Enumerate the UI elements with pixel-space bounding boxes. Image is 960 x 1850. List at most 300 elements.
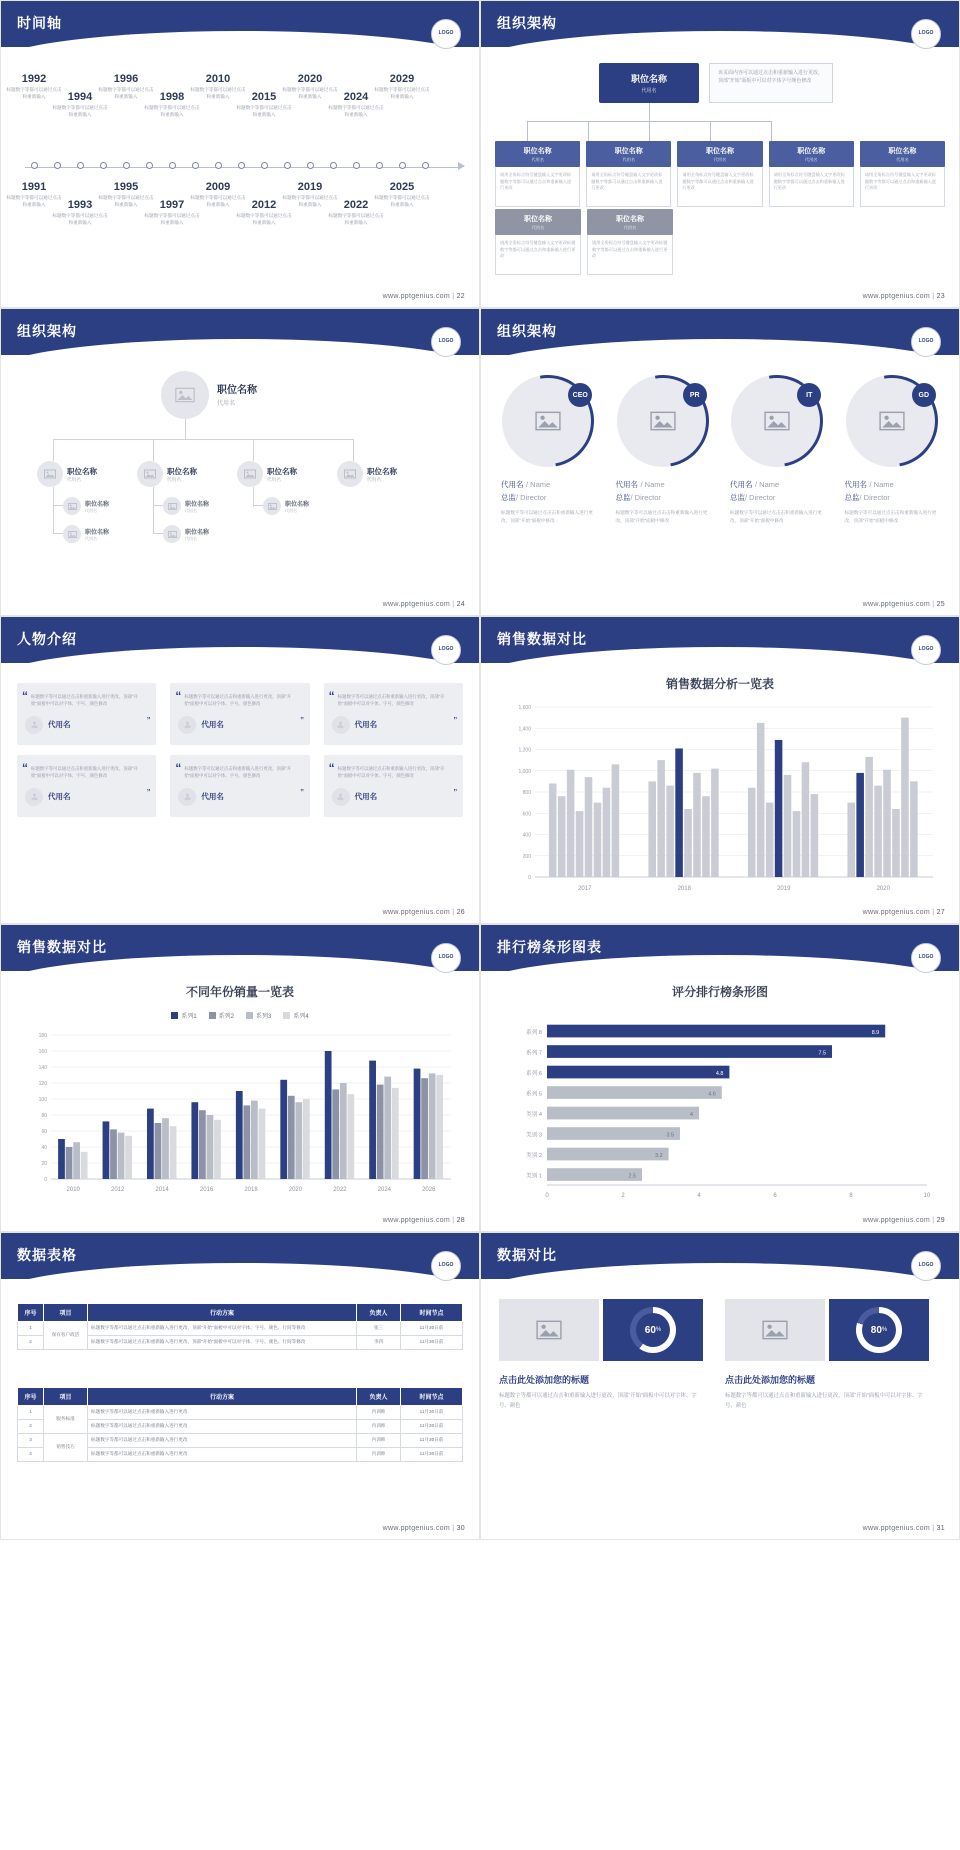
member-badge: IT: [797, 383, 821, 407]
timeline-dot: [284, 162, 291, 169]
footer-site: www.pptgenius.com: [862, 1525, 930, 1532]
member-avatar: [617, 375, 709, 467]
quote-text: 标题数字等可以通过点击和重新输入进行更改，顶部“开始”面板中可以对字体、字号、颜色修改: [31, 766, 138, 779]
avatar-icon: [332, 788, 350, 806]
table-header-cell: 序号: [18, 1304, 44, 1322]
table-header-row: [18, 1304, 463, 1322]
quote-footer: [332, 716, 449, 734]
avatar-icon: [178, 716, 196, 734]
avatar-placeholder-icon: [524, 397, 572, 445]
avatar-placeholder-icon: [337, 461, 363, 487]
slide-header-band: [481, 1233, 959, 1279]
page-number: 29: [936, 1217, 945, 1224]
svg-text:2.5: 2.5: [628, 1173, 636, 1180]
slide-29-ranking-bar-chart: [480, 924, 960, 1232]
table-cell: 11月30日前: [401, 1406, 463, 1420]
team-member[interactable]: [610, 375, 717, 525]
table-header-cell: 项目: [44, 1388, 88, 1406]
timeline-desc: 标题数字等都可以通过点击和重新输入: [328, 213, 384, 225]
svg-text:2017: 2017: [578, 886, 592, 892]
svg-text:100: 100: [38, 1097, 47, 1103]
team-member[interactable]: [724, 375, 831, 525]
org-note: 该页面内容可以通过点击和重新输入进行更改，顶部“开始”面板中可以对字体字号颜色修改: [709, 63, 833, 103]
table-cell: 标题数字等都可以通过点击和重新输入进行更改: [88, 1419, 357, 1433]
slide-footer: www.pptgenius.com | 29: [862, 1217, 945, 1224]
org-node-head: [495, 209, 581, 235]
org-node-sub: 代用名: [185, 507, 197, 513]
timeline-year: 2010: [205, 73, 231, 85]
svg-text:类别 2: 类别 2: [526, 1153, 542, 1160]
logo-icon: LOGO: [431, 1251, 461, 1281]
svg-text:2020: 2020: [876, 886, 890, 892]
legend-item: [171, 1011, 196, 1020]
member-name: 代用名 / Name: [730, 480, 780, 489]
timeline-item-bottom: [374, 181, 430, 208]
slide-footer: www.pptgenius.com | 27: [862, 909, 945, 916]
timeline-year: 1995: [113, 181, 139, 193]
timeline-desc: 标题数字等都可以通过点击和重新输入: [282, 87, 338, 99]
org-node-name: 职位名称: [797, 148, 826, 155]
page-number: 30: [456, 1525, 465, 1532]
svg-text:2014: 2014: [155, 1187, 169, 1193]
svg-text:2026: 2026: [422, 1187, 436, 1193]
chart-title: 销售数据分析一览表: [665, 677, 774, 691]
org-node-level2[interactable]: [37, 461, 97, 487]
slide-footer: www.pptgenius.com | 24: [382, 601, 465, 608]
avatar-placeholder-icon: [63, 525, 81, 543]
tree-connector: [53, 505, 63, 506]
svg-text:8: 8: [849, 1193, 853, 1199]
org-connector: [649, 103, 650, 121]
timeline-dot: [146, 162, 153, 169]
slide-title: 人物介绍: [17, 631, 77, 647]
svg-text:1,400: 1,400: [518, 726, 531, 733]
table-cell: 服务标准: [44, 1406, 88, 1434]
svg-text:类别 4: 类别 4: [526, 1112, 542, 1119]
org-node-sub: 代用名: [713, 157, 727, 162]
org-node-sub: 代用名: [167, 476, 181, 482]
footer-site: www.pptgenius.com: [862, 601, 930, 608]
svg-text:2: 2: [621, 1193, 625, 1199]
legend-swatch: [283, 1012, 290, 1019]
org-node-level3[interactable]: [163, 497, 209, 515]
slide-header-band: [481, 1, 959, 47]
slide-header-band: [481, 617, 959, 663]
org-node-sub: 代用名: [531, 225, 545, 230]
svg-text:类别 1: 类别 1: [526, 1173, 542, 1180]
org-node-head: [769, 141, 854, 167]
team-list: [495, 375, 945, 525]
footer-site: www.pptgenius.com: [382, 909, 450, 916]
legend-item: [283, 1011, 308, 1020]
slide-title: 时间轴: [17, 15, 62, 31]
timeline-year: 1997: [159, 199, 185, 211]
page-number: 31: [936, 1525, 945, 1532]
svg-text:10: 10: [923, 1193, 931, 1199]
header-curve: [1, 339, 479, 355]
timeline-arrow-icon: [458, 162, 465, 170]
org-node-level2[interactable]: [237, 461, 297, 487]
member-badge: CEO: [568, 383, 592, 407]
quote-footer: [25, 788, 142, 806]
chart-title: 不同年份销量一览表: [185, 985, 294, 999]
legend-swatch: [171, 1012, 178, 1019]
slide-title: 组织架构: [17, 323, 77, 339]
slide-title: 销售数据对比: [497, 631, 587, 647]
svg-text:4.6: 4.6: [708, 1091, 716, 1098]
timeline-year: 1991: [21, 181, 47, 193]
table-cell: 标题数字等都可以通过点击和重新输入进行更改，顶部“开始”面板中可以对字体、字号、颜色、行间等修改: [88, 1335, 357, 1349]
slide-27-sales-bar-chart: [480, 616, 960, 924]
legend-swatch: [246, 1012, 253, 1019]
image-placeholder-icon: [725, 1299, 825, 1361]
org-node[interactable]: [860, 141, 945, 207]
slide-footer: www.pptgenius.com | 25: [862, 601, 945, 608]
page-number: 28: [456, 1217, 465, 1224]
org-level-2: [495, 209, 673, 275]
slide-header-band: [1, 1, 479, 47]
org-root-name: 职位名称: [630, 74, 667, 84]
slide-title: 数据对比: [497, 1247, 557, 1263]
slide-footer: www.pptgenius.com | 28: [382, 1217, 465, 1224]
member-desc: 标题数字等可以通过点击击和重新输入进行更改，顶部“开始”面板中修改: [615, 510, 708, 523]
comparison-heading: 点击此处添加您的标题: [499, 1375, 590, 1385]
org-node-name: 职位名称: [185, 501, 210, 508]
member-avatar: [502, 375, 594, 467]
org-node-sub: 代用名: [896, 157, 909, 162]
org-root-node[interactable]: [599, 63, 699, 103]
org-node-name: 职位名称: [524, 216, 552, 223]
org-node-sub: 代用名: [623, 225, 637, 230]
org-node-body: 请用全角标点符号键盘输入文字更改标题数字等都可以通过点击和重新输入进行更改: [769, 167, 854, 207]
table-cell: 标题数字等都可以通过点击和重新输入进行更改: [88, 1406, 357, 1420]
timeline-dot: [330, 162, 337, 169]
slide-25-team-circles: [480, 308, 960, 616]
table-cell: 内训师: [357, 1433, 401, 1447]
page-number: 22: [456, 293, 465, 300]
slide-header-band: [1, 1233, 479, 1279]
legend-label: 系列1: [181, 1014, 197, 1020]
org-connector: [527, 121, 528, 141]
timeline-dot: [422, 162, 429, 169]
org-node[interactable]: [677, 141, 762, 207]
quote-footer: [178, 716, 295, 734]
slide-footer: www.pptgenius.com | 26: [382, 909, 465, 916]
member-role: 总监/ Director: [730, 493, 776, 502]
table-cell: 11月30日前: [401, 1335, 463, 1349]
legend-label: 系列2: [218, 1014, 234, 1020]
avatar-placeholder-icon: [163, 497, 181, 515]
header-curve: [481, 955, 959, 971]
slide-22-timeline: [0, 0, 480, 308]
svg-text:2020: 2020: [288, 1187, 303, 1193]
org-node-sub: 代用名: [267, 476, 281, 482]
header-curve: [481, 647, 959, 663]
quote-text: 标题数字等可以通过点击和重新输入进行更改，顶部“开始”面板中可以对字体、字号、颜色修改: [184, 766, 292, 779]
avatar-placeholder-icon: [263, 497, 281, 515]
org-node-body: 请用全角标点符号键盘输入文字更改标题数字等都可以通过点击和重新输入进行更改: [860, 167, 945, 207]
table-cell: 1: [18, 1406, 44, 1420]
legend-label: 系列3: [256, 1014, 272, 1020]
timeline-year: 2025: [389, 181, 415, 193]
data-table-2: [17, 1387, 463, 1462]
comparison-block: [725, 1299, 929, 1411]
logo-icon: LOGO: [431, 327, 461, 357]
table-row: [18, 1406, 463, 1420]
header-curve: [1, 1263, 479, 1279]
slide-title: 组织架构: [497, 323, 557, 339]
slide-footer: www.pptgenius.com | 30: [382, 1525, 465, 1532]
comparison-body: 标题数字等都可以通过点击和重新输入进行更改，顶部“开始”面板中可以对字体、字号、颜色: [499, 1393, 697, 1409]
page-number: 24: [456, 601, 465, 608]
table-cell: 销售技巧: [44, 1433, 88, 1461]
timeline-dot: [353, 162, 360, 169]
svg-text:180: 180: [38, 1033, 47, 1039]
svg-text:140: 140: [38, 1065, 47, 1071]
org-node[interactable]: [495, 141, 580, 207]
table-header-cell: 负责人: [357, 1304, 401, 1322]
quote-card[interactable]: [17, 683, 156, 745]
org-node-level3[interactable]: [63, 525, 109, 543]
table-cell: 保有客户政活: [44, 1322, 88, 1350]
org-node[interactable]: [495, 209, 581, 275]
avatar-placeholder-icon: [639, 397, 687, 445]
quote-open-icon: “: [328, 689, 335, 703]
avatar-placeholder-icon: [137, 461, 163, 487]
table-cell: 1: [18, 1322, 44, 1336]
tree-connector: [253, 487, 254, 507]
org-node-name: 职位名称: [616, 216, 644, 223]
page-number: 23: [936, 293, 945, 300]
logo-icon: LOGO: [431, 943, 461, 973]
quote-close-icon: ”: [146, 788, 151, 799]
org-node-level2[interactable]: [337, 461, 397, 487]
table-cell: 3: [18, 1433, 44, 1447]
slide-26-person-intro: [0, 616, 480, 924]
timeline-desc: 标题数字等都可以通过点击和重新输入: [374, 87, 430, 99]
timeline-desc: 标题数字等都可以通过点击和重新输入: [282, 195, 338, 207]
donut-unit: %: [655, 1327, 662, 1333]
tree-connector: [153, 439, 154, 461]
org-node-sub: 代用名: [85, 507, 97, 513]
table-header-cell: 序号: [18, 1388, 44, 1406]
table-cell: 11月30日前: [401, 1419, 463, 1433]
slide-31-data-comparison: [480, 1232, 960, 1540]
quote-close-icon: ”: [300, 788, 304, 799]
timeline-year: 2012: [251, 199, 277, 211]
org-node-name: 职位名称: [614, 148, 643, 155]
timeline-desc: 标题数字等都可以通过点击和重新输入: [98, 195, 154, 207]
org-node-name: 职位名称: [285, 501, 310, 508]
timeline-desc: 标题数字等都可以通过点击和重新输入: [144, 105, 200, 117]
header-curve: [1, 31, 479, 47]
org-node-head: [587, 209, 673, 235]
slide-footer: www.pptgenius.com | 22: [382, 293, 465, 300]
org-node-head: [677, 141, 762, 167]
quote-card[interactable]: [17, 755, 156, 817]
timeline-desc: 标题数字等都可以通过点击和重新输入: [6, 195, 62, 207]
slide-23-org-chart: [480, 0, 960, 308]
quote-card[interactable]: [324, 683, 463, 745]
svg-text:40: 40: [41, 1145, 47, 1151]
yearly-sales-chart: [21, 1029, 461, 1199]
donut-label: [862, 1313, 896, 1347]
slide-28-yearly-sales-chart: [0, 924, 480, 1232]
table-cell: 李四: [357, 1335, 401, 1349]
member-role: 总监/ Director: [844, 493, 890, 502]
header-curve: [481, 31, 959, 47]
quote-open-icon: “: [22, 689, 28, 703]
progress-donut: [829, 1299, 929, 1361]
org-node-name: 职位名称: [85, 529, 110, 536]
svg-text:120: 120: [38, 1081, 47, 1087]
quote-card[interactable]: [170, 755, 309, 817]
legend-item: [209, 1011, 234, 1020]
tree-connector: [253, 505, 263, 506]
org-node-level2[interactable]: [137, 461, 197, 487]
member-badge: PR: [683, 383, 707, 407]
timeline-dot: [77, 162, 84, 169]
org-node-body: 请用全角标点符号键盘输入文字更改标题数字等都可以通过点击和重新输入进行更改: [587, 235, 673, 275]
legend-item: [246, 1011, 271, 1020]
timeline-desc: 标题数字等都可以通过点击和重新输入: [190, 87, 246, 99]
org-node-level3[interactable]: [63, 497, 109, 515]
org-node-name: 职位名称: [367, 466, 397, 476]
quote-footer: [332, 788, 449, 806]
timeline-dot: [261, 162, 268, 169]
quote-author: 代用名: [48, 720, 71, 730]
image-placeholder-icon: [499, 1299, 599, 1361]
org-node[interactable]: [586, 141, 671, 207]
org-level-1: [495, 141, 945, 207]
member-desc: 标题数字等可以通过点击击和重新输入进行更改，顶部“开始”面板中修改: [844, 510, 937, 523]
legend-swatch: [209, 1012, 216, 1019]
slide-header-band: [1, 309, 479, 355]
tree-connector: [353, 439, 354, 461]
member-role: 总监/ Director: [615, 493, 661, 502]
footer-site: www.pptgenius.com: [382, 293, 450, 300]
footer-site: www.pptgenius.com: [382, 1525, 450, 1532]
quote-card[interactable]: [170, 683, 309, 745]
quote-author: 代用名: [48, 792, 71, 802]
quote-open-icon: “: [175, 761, 182, 775]
member-role: 总监/ Director: [501, 493, 547, 502]
svg-text:2010: 2010: [66, 1187, 80, 1193]
org-node-name: 职位名称: [185, 529, 210, 536]
org-connector: [710, 121, 711, 141]
timeline-year: 1994: [67, 91, 93, 103]
comparison-visuals: [499, 1299, 703, 1361]
header-curve: [1, 955, 479, 971]
timeline-dot: [54, 162, 61, 169]
table-cell: 内训师: [357, 1419, 401, 1433]
table-cell: 张三: [357, 1322, 401, 1336]
tree-connector: [53, 439, 353, 440]
org-node-name: 职位名称: [167, 466, 197, 476]
timeline-desc: 标题数字等都可以通过点击和重新输入: [6, 87, 62, 99]
quote-close-icon: ”: [453, 716, 457, 727]
svg-text:6: 6: [773, 1193, 777, 1199]
org-node-head: [586, 141, 671, 167]
chart-legend: [1, 1011, 479, 1020]
logo-icon: LOGO: [911, 19, 941, 49]
org-node-level3[interactable]: [263, 497, 309, 515]
table-header-cell: 负责人: [357, 1388, 401, 1406]
timeline-year: 2029: [389, 73, 415, 85]
timeline-desc: 标题数字等都可以通过点击和重新输入: [236, 213, 292, 225]
table-header-cell: 时间节点: [401, 1304, 463, 1322]
member-name: 代用名 / Name: [615, 480, 665, 489]
quote-open-icon: “: [22, 761, 28, 775]
svg-text:1,000: 1,000: [518, 768, 531, 775]
org-node-name: 职位名称: [267, 466, 297, 476]
team-member[interactable]: [495, 375, 602, 525]
table-cell: 内训师: [357, 1447, 401, 1461]
quote-text: 标题数字等可以通过点击和重新输入进行更改，顶部“开始”面板中可以对字体、字号、颜色修改: [337, 766, 445, 779]
org-node-head: [860, 141, 945, 167]
tree-connector: [53, 487, 54, 533]
avatar-placeholder-icon: [37, 461, 63, 487]
org-connector: [649, 121, 650, 141]
timeline-dot: [100, 162, 107, 169]
quote-card[interactable]: [324, 755, 463, 817]
table-cell: 内训师: [357, 1406, 401, 1420]
timeline-dot: [307, 162, 314, 169]
timeline-year: 1993: [67, 199, 93, 211]
org-root-name: 职位名称: [217, 385, 257, 396]
org-node-sub: 代用名: [185, 535, 197, 541]
tree-connector: [153, 505, 163, 506]
slide-footer: www.pptgenius.com | 31: [862, 1525, 945, 1532]
org-node-body: 请用全角标点符号键盘输入文字更改标题数字等都可以通过点击和重新输入进行更改: [495, 235, 581, 275]
svg-text:2012: 2012: [110, 1187, 125, 1193]
svg-text:0: 0: [528, 875, 531, 881]
svg-text:4.8: 4.8: [715, 1071, 724, 1078]
donut-ring: [630, 1307, 676, 1353]
tree-connector: [153, 487, 154, 533]
timeline-desc: 标题数字等都可以通过点击和重新输入: [98, 87, 154, 99]
org-node-level3[interactable]: [163, 525, 209, 543]
svg-text:2018: 2018: [677, 886, 691, 892]
slide-title: 数据表格: [17, 1247, 77, 1263]
avatar-placeholder-icon: [868, 397, 916, 445]
quote-close-icon: ”: [453, 788, 457, 799]
footer-site: www.pptgenius.com: [862, 293, 930, 300]
logo-icon: LOGO: [431, 635, 461, 665]
table-cell: 11月30日前: [401, 1322, 463, 1336]
page-number: 26: [456, 909, 465, 916]
quote-close-icon: ”: [300, 716, 304, 727]
team-member[interactable]: [839, 375, 946, 525]
tree-connector: [53, 439, 54, 461]
svg-text:4: 4: [690, 1112, 693, 1119]
timeline-item-top: [374, 73, 430, 100]
org-node[interactable]: [587, 209, 673, 275]
timeline-year: 2009: [205, 181, 231, 193]
donut-value: 60: [644, 1324, 656, 1336]
comparison-body: 标题数字等都可以通过点击和重新输入进行更改，顶部“开始”面板中可以对字体、字号、颜色: [725, 1393, 923, 1409]
quote-text: 标题数字等可以通过点击和重新输入进行更改，顶部“开始”面板中可以对字体、字号、颜色修改: [184, 694, 292, 707]
quote-card-grid: [17, 683, 463, 817]
avatar-placeholder-icon: [63, 497, 81, 515]
donut-label: [636, 1313, 670, 1347]
org-node-sub: 代用名: [622, 157, 636, 162]
org-node[interactable]: [769, 141, 854, 207]
table-cell: 2: [18, 1335, 44, 1349]
svg-text:系列 7: 系列 7: [526, 1050, 542, 1057]
table-cell: 11月30日前: [401, 1433, 463, 1447]
table-header-row: [18, 1388, 463, 1406]
